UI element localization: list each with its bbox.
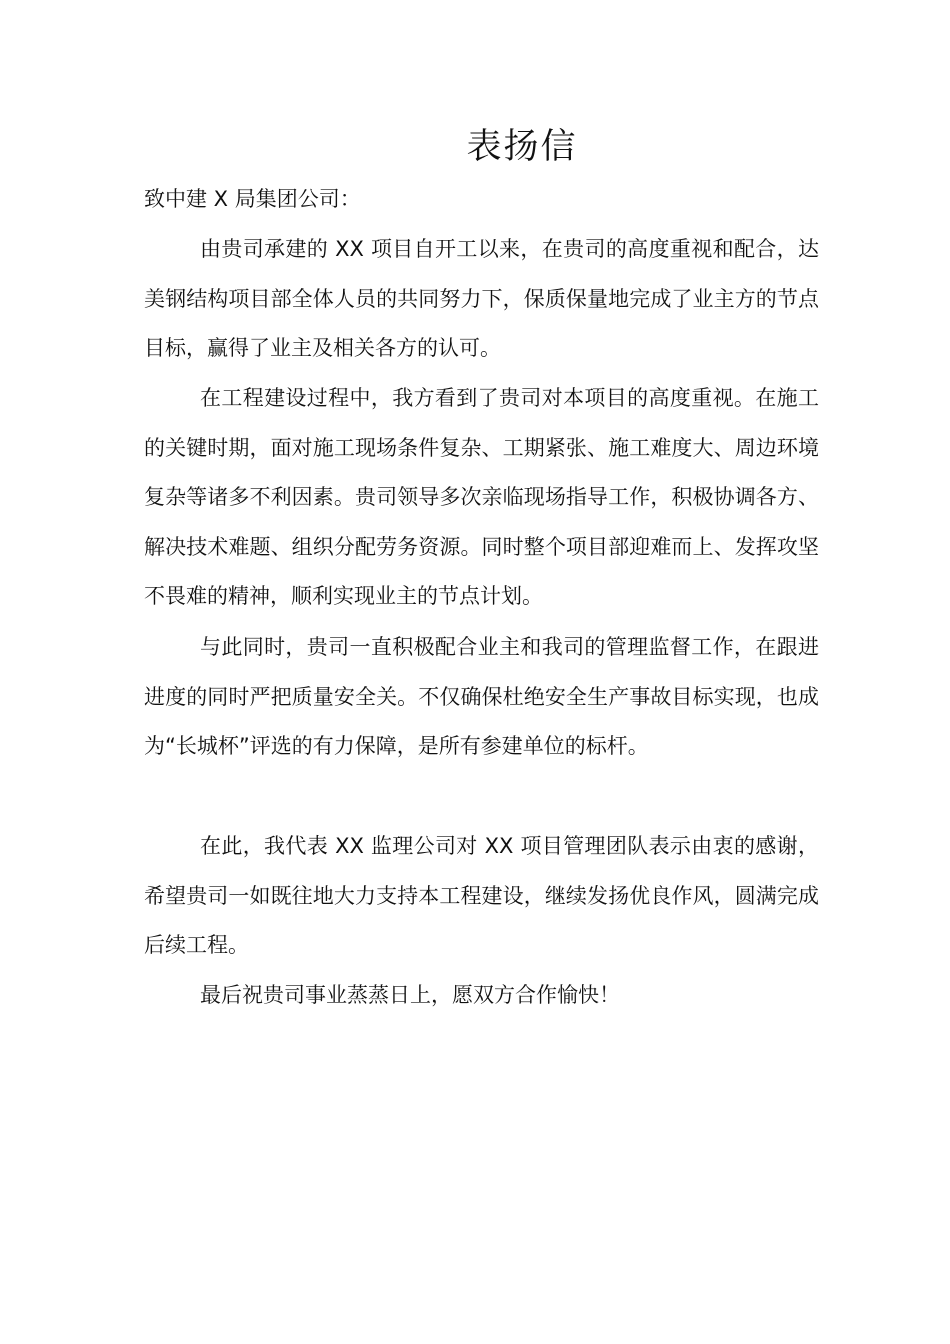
letter-salutation: 致中建 X 局集团公司： xyxy=(144,187,361,211)
letter-title: 表扬信 xyxy=(466,127,578,167)
letter-paragraph-3: 与此同时，贵司一直积极配合业主和我司的管理监督工作，在跟进进度的同时严把质量安全关。不仅确保杜绝安全生产事故目标实现，也成为“长城杯”评选的有力保障，是所有参建单位的标杆。 xyxy=(144,635,819,759)
letter-paragraph-2: 在工程建设过程中，我方看到了贵司对本项目的高度重视。在施工的关键时期，面对施工现场条件复杂、工期紧张、施工难度大、周边环境复杂等诸多不利因素。贵司领导多次亲临现场指导工作，积极协调各方、解决技术难题、组织分配劳务资源。同时整个项目部迎难而上、发挥攻坚不畏难的精神，顺利实现业主的节点计划。 xyxy=(144,386,819,609)
letter-closing: 最后祝贵司事业蒸蒸日上，愿双方合作愉快！ xyxy=(200,983,620,1007)
letter-paragraph-4: 在此，我代表 XX 监理公司对 XX 项目管理团队表示由衷的感谢，希望贵司一如既往地大力支持本工程建设，继续发扬优良作风，圆满完成后续工程。 xyxy=(144,834,819,958)
letter-paragraph-1: 由贵司承建的 XX 项目自开工以来，在贵司的高度重视和配合，达美钢结构项目部全体人员的共同努力下，保质保量地完成了业主方的节点目标，赢得了业主及相关各方的认可。 xyxy=(144,237,819,361)
